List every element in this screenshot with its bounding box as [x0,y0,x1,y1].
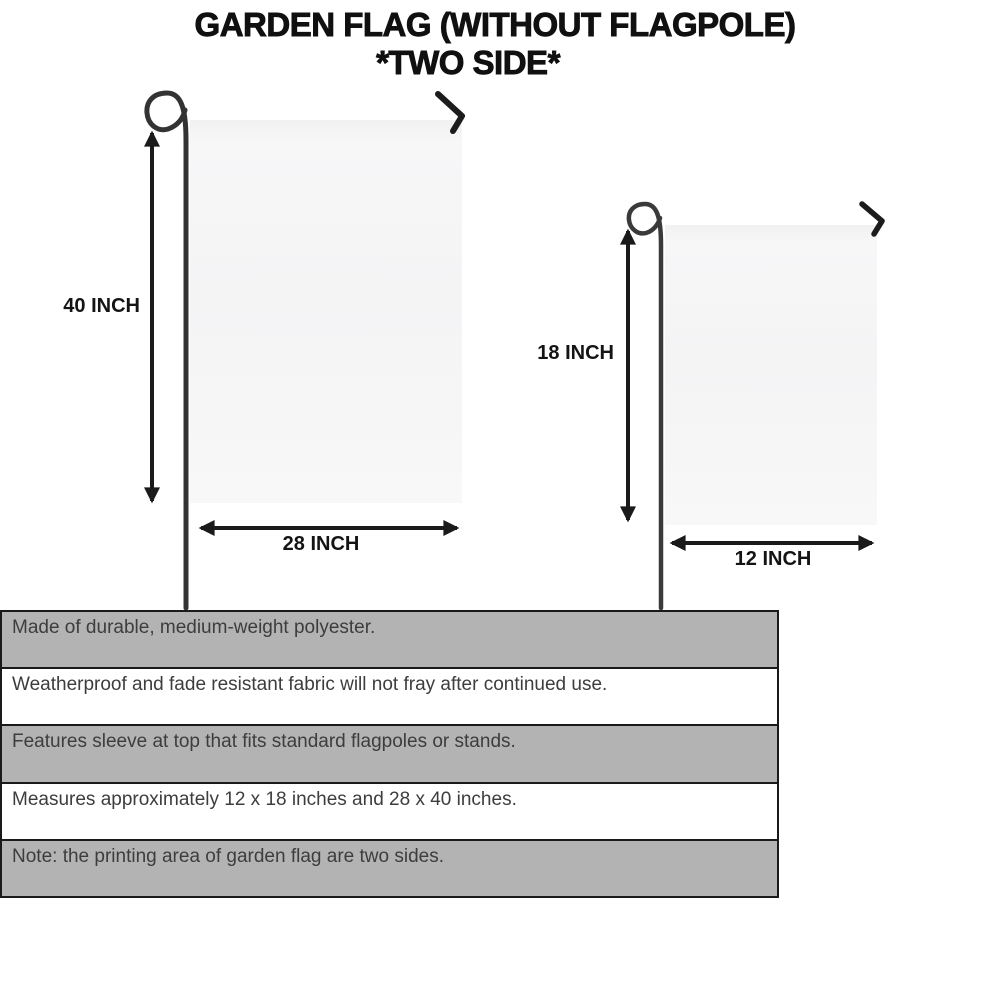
features-table [0,610,779,898]
small-flag [665,225,877,525]
feature-row [2,612,777,667]
small-flag-height-label: 18 INCH [537,342,614,364]
feature-text: Weatherproof and fade resistant fabric will not fray after continued use. [12,674,608,696]
large-flag-height-label: 40 INCH [63,295,140,317]
large-flag-width-label: 28 INCH [282,533,360,555]
large-flag [190,120,462,503]
page-title: GARDEN FLAG (WITHOUT FLAGPOLE) [194,6,796,43]
small-flag-width-label: 12 INCH [734,548,812,570]
feature-text: Note: the printing area of garden flag are two sides. [12,845,444,867]
feature-text: Features sleeve at top that fits standard flagpoles or stands. [12,731,516,753]
feature-row [2,724,777,781]
feature-row [2,667,777,724]
feature-text: Made of durable, medium-weight polyester. [12,617,376,638]
feature-row [2,782,777,839]
feature-text: Measures approximately 12 x 18 inches and 28 x 40 inches. [12,788,517,810]
small-flagpole [629,204,661,608]
feature-row [2,839,777,896]
page-subtitle: *TWO SIDE* [376,44,560,81]
